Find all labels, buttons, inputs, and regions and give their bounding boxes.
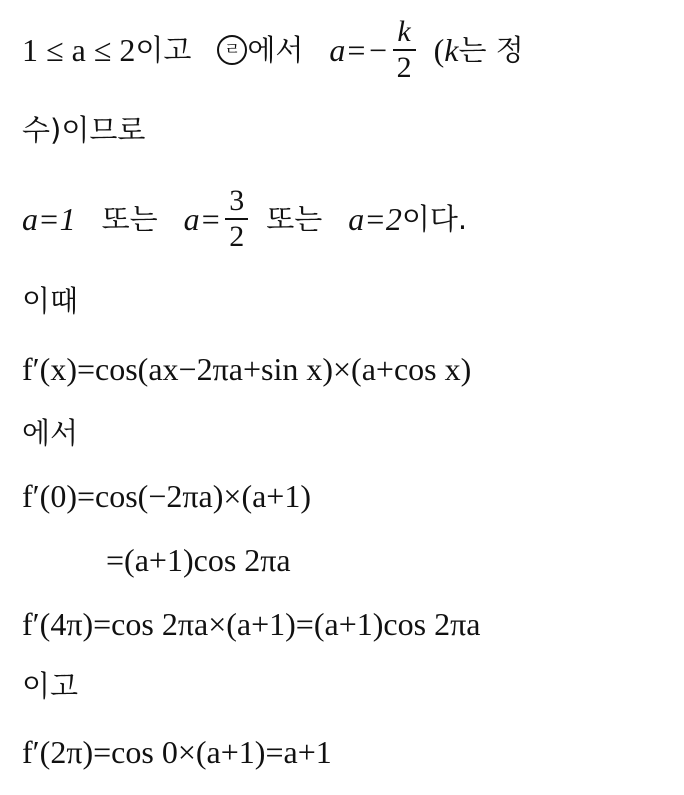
text-igo: 이고 — [135, 33, 192, 67]
inequality-a-range: 1 ≤ a ≤ 2 — [22, 32, 136, 68]
k-variable: k — [444, 32, 459, 68]
line-4: 이때 — [22, 284, 79, 318]
numerator-k: k — [397, 15, 411, 48]
numerator-3: 3 — [229, 184, 245, 217]
text-ttoneun-2: 또는 — [266, 202, 323, 236]
a-equals-2: a=2 — [348, 201, 402, 237]
line-2: 수)이므로 — [22, 113, 146, 147]
line-3 — [22, 183, 467, 255]
fraction-3-over-2 — [225, 184, 248, 254]
formula-f-prime-x: f′(x)=cos(ax−2πa+sin x)×(a+cos x) — [22, 351, 472, 387]
open-paren: ( — [433, 32, 445, 68]
text-ttoneun-1: 또는 — [101, 202, 158, 236]
line-6: 에서 — [22, 416, 79, 450]
line-10: 이고 — [22, 669, 79, 703]
line-1 — [22, 15, 524, 84]
a-equals: a= — [183, 201, 222, 237]
formula-continuation: =(a+1)cos 2πa — [106, 542, 291, 578]
formula-f-prime-2pi: f′(2π)=cos 0×(a+1)=a+1 — [22, 734, 332, 770]
a-equals-minus: a=− — [329, 32, 389, 68]
circled-label-mark: ㄹ — [217, 35, 247, 65]
formula-f-prime-0: f′(0)=cos(−2πa)×(a+1) — [22, 478, 311, 514]
fraction-k-over-2 — [393, 15, 416, 85]
text-ida: 이다. — [401, 202, 468, 236]
denominator-2: 2 — [396, 51, 412, 84]
denominator-2: 2 — [229, 220, 245, 253]
text-eseo: 에서 — [247, 33, 304, 67]
formula-f-prime-4pi: f′(4π)=cos 2πa×(a+1)=(a+1)cos 2πa — [22, 606, 481, 642]
text-neun-jeong: 는 정 — [458, 33, 524, 67]
a-equals-1: a=1 — [22, 201, 76, 237]
